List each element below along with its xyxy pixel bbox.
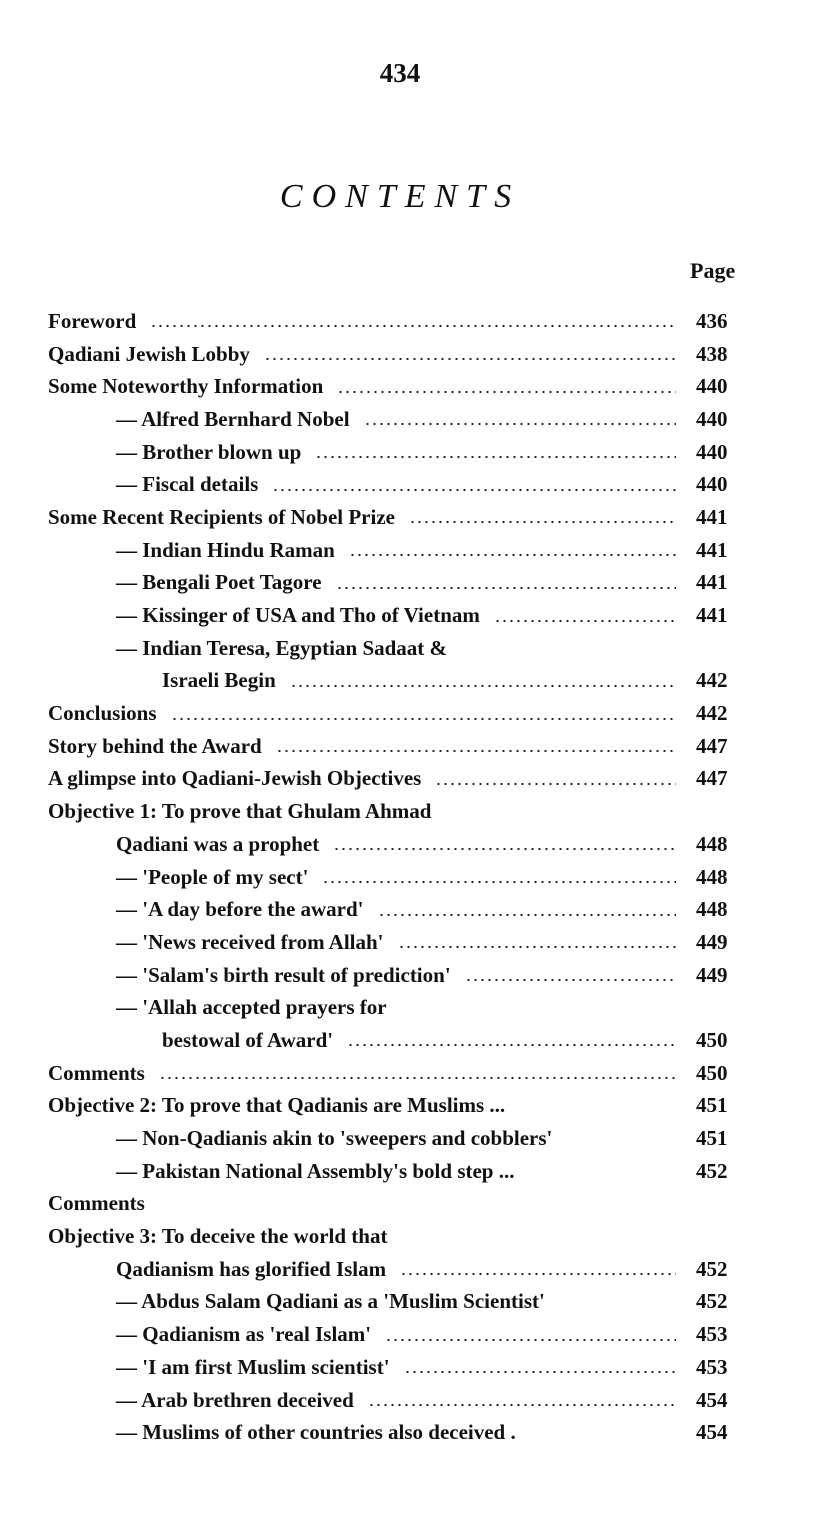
toc-entry-page: 440 bbox=[696, 472, 728, 497]
toc-entry bbox=[48, 501, 748, 534]
toc-entry-title: Some Recent Recipients of Nobel Prize bbox=[48, 504, 395, 529]
toc-entry bbox=[48, 665, 748, 698]
page-column-label: Page bbox=[690, 258, 736, 283]
toc-entry bbox=[48, 926, 748, 959]
toc-entry-page: 450 bbox=[696, 1027, 728, 1052]
dot-leader bbox=[530, 1436, 676, 1440]
toc-entry-title: Conclusions bbox=[48, 701, 157, 726]
dot-leader bbox=[333, 847, 676, 851]
toc-entry bbox=[48, 1253, 748, 1286]
toc-entry-title: A glimpse into Qadiani-Jewish Objectives bbox=[48, 766, 422, 791]
dot-leader bbox=[315, 455, 676, 459]
toc-entry bbox=[48, 534, 748, 567]
contents-heading: CONTENTS bbox=[279, 178, 521, 215]
toc-entry-page: 440 bbox=[696, 406, 728, 431]
toc-entry-page: 441 bbox=[696, 537, 728, 562]
toc-entry bbox=[48, 795, 748, 828]
dot-leader bbox=[171, 717, 676, 721]
toc-entry-title: Foreword bbox=[48, 308, 137, 333]
dot-leader bbox=[159, 1207, 676, 1211]
toc-entry-page: 440 bbox=[696, 374, 728, 399]
toc-entry bbox=[48, 1318, 748, 1351]
toc-entry-title: — Indian Teresa, Egyptian Sadaat & bbox=[116, 635, 448, 660]
toc-entry-page: 447 bbox=[696, 766, 728, 791]
toc-entry bbox=[48, 730, 748, 763]
toc-entry-page: 441 bbox=[696, 570, 728, 595]
toc-entry-page: 438 bbox=[696, 341, 728, 366]
dot-leader bbox=[494, 619, 676, 623]
toc-entry-page: 436 bbox=[696, 308, 728, 333]
toc-entry-title: — Kissinger of USA and Tho of Vietnam bbox=[116, 603, 480, 628]
toc-entry-page: 452 bbox=[696, 1256, 728, 1281]
dot-leader bbox=[559, 1305, 676, 1309]
toc-entry-page: 447 bbox=[696, 733, 728, 758]
toc-entry bbox=[48, 567, 748, 600]
toc-entry-title: — Pakistan National Assembly's bold step ... bbox=[116, 1158, 515, 1183]
toc-entry-page: 448 bbox=[696, 831, 728, 856]
toc-entry bbox=[48, 370, 748, 403]
toc-entry-page: 448 bbox=[696, 897, 728, 922]
toc-entry-title: — 'A day before the award' bbox=[116, 897, 364, 922]
dot-leader bbox=[336, 586, 676, 590]
toc-entry bbox=[48, 1155, 748, 1188]
dot-leader bbox=[529, 1174, 677, 1178]
toc-entry-title: — 'Salam's birth result of prediction' bbox=[116, 962, 451, 987]
dot-leader bbox=[519, 1109, 676, 1113]
toc-entry-title: — Brother blown up bbox=[116, 439, 302, 464]
dot-leader bbox=[465, 978, 676, 982]
dot-leader bbox=[347, 1043, 676, 1047]
dot-leader bbox=[461, 651, 676, 655]
dot-leader bbox=[385, 1338, 676, 1342]
toc-entry-title: — Qadianism as 'real Islam' bbox=[116, 1322, 372, 1347]
toc-entry bbox=[48, 991, 748, 1024]
dot-leader bbox=[398, 945, 676, 949]
toc-entry bbox=[48, 599, 748, 632]
toc-entry-page: 451 bbox=[696, 1126, 728, 1151]
toc-entry-title: Comments bbox=[48, 1060, 145, 1085]
toc-entry-page: 454 bbox=[696, 1420, 728, 1445]
toc-entry-title: — Arab brethren deceived bbox=[116, 1387, 354, 1412]
toc-entry-title: — Fiscal details bbox=[116, 472, 259, 497]
toc-entry-title: bestowal of Award' bbox=[162, 1027, 334, 1052]
toc-entry bbox=[48, 1090, 748, 1123]
toc-entry-page: 451 bbox=[696, 1093, 728, 1118]
toc-entry-title: — Indian Hindu Raman bbox=[116, 537, 335, 562]
toc-entry-page: 442 bbox=[696, 701, 728, 726]
toc-entry-title: Objective 2: To prove that Qadianis are Muslims ... bbox=[48, 1093, 506, 1118]
toc-entry-title: — 'I am first Muslim scientist' bbox=[116, 1354, 390, 1379]
toc-entry-title: Objective 1: To prove that Ghulam Ahmad bbox=[48, 799, 432, 824]
toc-entry bbox=[48, 1220, 748, 1253]
toc-entry-page: 442 bbox=[696, 668, 728, 693]
toc-entry-title: Some Noteworthy Information bbox=[48, 374, 324, 399]
dot-leader bbox=[445, 815, 676, 819]
dot-leader bbox=[322, 880, 676, 884]
dot-leader bbox=[435, 782, 676, 786]
toc-entry bbox=[48, 632, 748, 665]
dot-leader bbox=[290, 684, 676, 688]
page-number: 434 bbox=[379, 58, 421, 88]
table-of-contents bbox=[48, 305, 748, 1449]
toc-entry bbox=[48, 305, 748, 338]
toc-entry-title: — 'Allah accepted prayers for bbox=[116, 995, 387, 1020]
toc-entry bbox=[48, 959, 748, 992]
dot-leader bbox=[404, 1370, 676, 1374]
toc-entry bbox=[48, 893, 748, 926]
dot-leader bbox=[401, 1011, 676, 1015]
toc-entry bbox=[48, 403, 748, 436]
dot-leader bbox=[378, 913, 676, 917]
toc-entry bbox=[48, 1384, 748, 1417]
toc-entry bbox=[48, 1416, 748, 1449]
dot-leader bbox=[566, 1142, 676, 1146]
toc-entry-page: 452 bbox=[696, 1289, 728, 1314]
toc-entry-title: — Abdus Salam Qadiani as a 'Muslim Scientist' bbox=[116, 1289, 545, 1314]
toc-entry bbox=[48, 763, 748, 796]
dot-leader bbox=[264, 357, 676, 361]
toc-entry-title: — 'News received from Allah' bbox=[116, 929, 384, 954]
toc-entry bbox=[48, 1188, 748, 1221]
toc-entry-title: Qadiani Jewish Lobby bbox=[48, 341, 250, 366]
dot-leader bbox=[272, 488, 676, 492]
dot-leader bbox=[400, 1272, 676, 1276]
dot-leader bbox=[276, 749, 676, 753]
toc-entry-page: 449 bbox=[696, 929, 728, 954]
dot-leader bbox=[337, 390, 676, 394]
toc-entry-title: Israeli Begin bbox=[162, 668, 276, 693]
toc-entry bbox=[48, 1122, 748, 1155]
toc-entry bbox=[48, 828, 748, 861]
toc-entry bbox=[48, 861, 748, 894]
toc-entry bbox=[48, 1286, 748, 1319]
toc-entry-page: 448 bbox=[696, 864, 728, 889]
toc-entry bbox=[48, 436, 748, 469]
dot-leader bbox=[349, 553, 676, 557]
toc-entry bbox=[48, 338, 748, 371]
toc-entry bbox=[48, 1024, 748, 1057]
toc-entry-page: 453 bbox=[696, 1354, 728, 1379]
toc-entry-title: Objective 3: To deceive the world that bbox=[48, 1224, 388, 1249]
dot-leader bbox=[159, 1076, 676, 1080]
toc-entry-title: — Bengali Poet Tagore bbox=[116, 570, 322, 595]
dot-leader bbox=[364, 422, 676, 426]
dot-leader bbox=[401, 1240, 676, 1244]
toc-entry-title: Qadiani was a prophet bbox=[116, 831, 320, 856]
toc-entry-page: 440 bbox=[696, 439, 728, 464]
toc-entry bbox=[48, 468, 748, 501]
toc-entry-title: — Alfred Bernhard Nobel bbox=[116, 406, 350, 431]
toc-entry-page: 441 bbox=[696, 603, 728, 628]
toc-entry-title: — Non-Qadianis akin to 'sweepers and cobblers' bbox=[116, 1126, 553, 1151]
toc-entry-title: — 'People of my sect' bbox=[116, 864, 309, 889]
toc-entry-page: 441 bbox=[696, 504, 728, 529]
dot-leader bbox=[150, 324, 676, 328]
toc-entry-title: Story behind the Award bbox=[48, 733, 262, 758]
toc-entry-page: 449 bbox=[696, 962, 728, 987]
toc-entry-title: Comments bbox=[48, 1191, 145, 1216]
dot-leader bbox=[409, 520, 676, 524]
toc-entry-page: 454 bbox=[696, 1387, 728, 1412]
dot-leader bbox=[368, 1403, 676, 1407]
toc-entry bbox=[48, 1057, 748, 1090]
toc-entry bbox=[48, 697, 748, 730]
toc-entry-page: 450 bbox=[696, 1060, 728, 1085]
toc-entry-page: 453 bbox=[696, 1322, 728, 1347]
toc-entry-title: Qadianism has glorified Islam bbox=[116, 1256, 387, 1281]
toc-entry-page: 452 bbox=[696, 1158, 728, 1183]
toc-entry-title: — Muslims of other countries also deceived . bbox=[116, 1420, 516, 1445]
toc-entry bbox=[48, 1351, 748, 1384]
